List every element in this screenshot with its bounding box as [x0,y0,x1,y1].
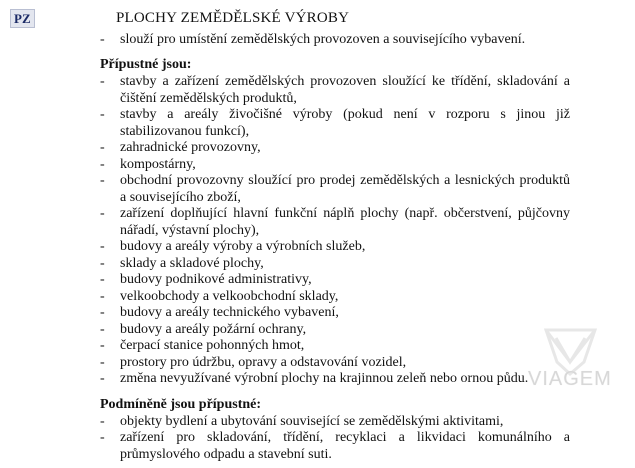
list-dash: - [100,371,105,386]
list-item [100,371,570,388]
list-dash: - [100,255,105,271]
list-item-text: zařízení pro skladování, třídění, recyklaci a likvidaci komunálního a průmyslového odpadu a stavební suti. [120,430,570,462]
list-item [100,289,570,306]
list-item [100,206,570,239]
list-item [100,107,570,140]
section-permitted [100,56,570,388]
list-dash: - [100,239,105,254]
watermark-text: VIAGEM [528,368,612,390]
list-dash: - [100,74,105,89]
permitted-list [100,74,570,388]
document-header [10,8,635,30]
intro-text: slouží pro umístění zemědělských provozoven a souvisejícího vybavení. [120,32,526,47]
list-item-text: prostory pro údržbu, opravy a odstavování vozidel, [120,354,407,370]
list-dash: - [100,413,105,429]
list-item-text: velkoobchody a velkoobchodní sklady, [120,288,339,304]
document-body [100,31,570,463]
list-item-text: kompostárny, [120,156,196,172]
list-dash: - [100,107,105,122]
zone-code-badge: PZ [10,9,35,28]
list-dash: - [100,140,105,155]
list-item [100,430,570,463]
list-item-text: sklady a skladové plochy, [120,255,264,271]
list-item-text: budovy a areály požární ochrany, [120,321,307,337]
list-item [100,322,570,339]
list-dash: - [100,272,105,287]
list-item-text: budovy podnikové administrativy, [120,272,312,287]
zone-title: PLOCHY ZEMĚDĚLSKÉ VÝROBY [116,10,350,26]
conditional-list [100,414,570,464]
list-item [100,74,570,107]
intro-dash: - [100,32,105,47]
section-title-permitted: Přípustné jsou: [100,57,192,72]
list-dash: - [100,206,105,221]
list-item-text: zahradnické provozovny, [120,140,261,155]
list-item-text: čerpací stanice pohonných hmot, [120,338,305,353]
list-item [100,157,570,174]
list-dash: - [100,156,105,172]
list-item [100,272,570,289]
list-dash: - [100,354,105,370]
list-item-text: budovy a areály technického vybavení, [120,305,339,320]
list-item [100,256,570,273]
list-item-text: obchodní provozovny sloužící pro prodej zemědělských a lesnických produktů a souvisejícího zboží, [120,173,570,205]
list-item [100,173,570,206]
list-item [100,140,570,157]
section-title-conditional: Podmíněně jsou přípustné: [100,396,262,412]
list-dash: - [100,321,105,337]
list-item-text: zařízení doplňující hlavní funkční náplň plochy (např. občerstvení, půjčovny nářadí, výstavní plochy), [120,206,570,238]
list-item [100,239,570,256]
list-item-text: stavby a areály živočišné výroby (pokud není v rozporu s jinou již stabilizovanou funkcí), [120,107,570,139]
section-conditional [100,396,570,464]
list-item-text: budovy a areály výroby a výrobních služeb, [120,239,366,254]
list-dash: - [100,430,105,445]
list-item-text: objekty bydlení a ubytování související se zemědělskými aktivitami, [120,413,504,429]
list-dash: - [100,288,105,304]
list-item [100,338,570,355]
list-dash: - [100,305,105,320]
list-item [100,414,570,431]
list-item [100,355,570,372]
list-item-text: změna nevyužívané výrobní plochy na krajinnou zeleň nebo ornou půdu. [120,371,529,386]
list-dash: - [100,338,105,353]
intro-item [100,31,570,48]
list-item-text: stavby a zařízení zemědělských provozoven sloužící ke třídění, skladování a čištění zemědělských produktů, [120,74,570,106]
list-item [100,305,570,322]
list-dash: - [100,173,105,188]
